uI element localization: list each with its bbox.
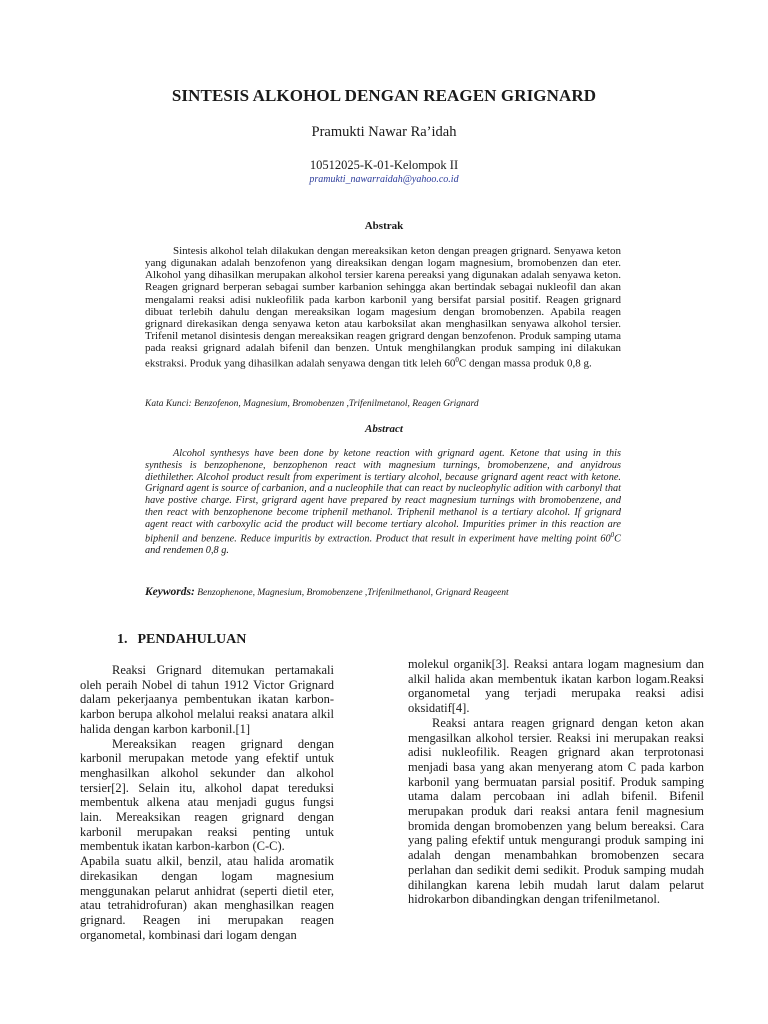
body-paragraph: Reaksi Grignard ditemukan pertamakali oleh peraih Nobel di tahun 1912 Victor Grignard dalam pekerjaanya pembentukan ikatan karbon-karbon berupa alkohol melalui reaksi anatara alkil halida dengan karbon karbonil.[1]	[80, 663, 334, 736]
body-paragraph: Mereaksikan reagen grignard dengan karbonil merupakan metode yang efektif untuk menghasilkan alkohol sekunder dan alkohol tersier[2]. Selain itu, alkohol dapat tereduksi membentuk alkena atau menjadi gugus fungsi lain. Mereaksikan reagen grignard dengan karbonil merupakan reaksi penting untuk membentuk ikatan karbon-karbon (C-C).	[80, 736, 334, 854]
abstract-id-text	[145, 245, 621, 370]
abstract-id-heading: Abstrak	[364, 220, 404, 232]
abstract-id-text-main: Sintesis alkohol telah dilakukan dengan mereaksikan keton dengan preagen grignard. Senyawa keton yang digunakan adalah benzofenon yang direaksikan dengan logam magnesium, bromobenzen dan eter. Alkohol yang dihasilkan merupakan alkohol tersier karena pereaksi yang digunakan adalah senyawa keton. Reagen grignard berperan sebagai sumber karbanion sehingga akan bertindak sebagai nukleofil dan akan mengalami reaksi adisi nukleofilik pada karbon karbonil yang bersifat parsial positif. Reagen grignard dibuat terlebih dahulu dengan mereaksikan logam magesium dengan bromobenzen. Apabila reagen grignard direkasikan denga senyawa keton atau karboksilat akan menghasilkan senyawa alkohol tersier. Trifenil metanol disintesis dengan mereaksikan reagen grigrard dengan benzofenon. Produk samping utama pada reaksi grignard adalah bifenil dan benzen. Untuk menghilangkan produk samping ini dilakukan ekstraksi. Produk yang dihasilkan adalah senyawa dengan titk leleh 60	[145, 245, 621, 371]
keywords-en-label: Keywords:	[145, 586, 195, 598]
abstract-en-text	[145, 448, 621, 557]
body-column-right	[408, 657, 704, 907]
author-affiliation: 10512025-K-01-Kelompok II	[309, 158, 459, 172]
keywords-en-list: Benzophenone, Magnesium, Bromobenzene ,Trifenilmethanol, Grignard Reageent	[194, 588, 509, 598]
keywords-en	[145, 586, 625, 598]
body-paragraph: Reaksi antara reagen grignard dengan keton akan mengasilkan alkohol tersier. Reaksi ini merupakan reaksi adisi nukleofilik. Reagen grignard akan terprotonasi menjadi basa yang akan menyerang atom C pada karbon karbonil yang bermuatan parsial positif. Produk samping utama dalam percobaan ini adlah bifenil. Bifenil merupakan produk dari reaksi antara fenil magnesium bromida dengan bromobenzen yang belum bereaksi. Cara yang paling efektif untuk mengurangi produk samping ini adalah dengan menambahkan bromobenzen secara perlahan dan sedikit demi sedikit. Produk samping mudah dihilangkan karena lebih mudah larut dalam pelarut hidrokarbon dibandingkan dengan trifenilmetanol.	[408, 715, 704, 907]
abstract-en-heading: Abstract	[365, 423, 403, 435]
abstract-id-text-end: C dengan massa produk 0,8 g.	[458, 358, 592, 371]
body-paragraph: molekul organik[3]. Reaksi antara logam magnesium dan alkil halida akan membentuk ikatan karbon logam.Reaksi organometal yang terjadi merupaka reaksi adisi oksidatif[4].	[408, 657, 704, 716]
author-email: pramukti_nawarraidah@yahoo.co.id	[309, 174, 459, 185]
section-number: 1.	[117, 632, 128, 647]
author-name: Pramukti Nawar Ra’idah	[311, 124, 457, 140]
body-paragraph: Apabila suatu alkil, benzil, atau halida aromatik direkasikan dengan logam magnesium menggunakan pelarut anhidrat (seperti dietil eter, atau tetrahidrofuran) akan menghasilkan reagen grignard. Reagen ini merupakan reagen organometal, kombinasi dari logam dengan	[80, 854, 334, 942]
keywords-id: Kata Kunci: Benzofenon, Magnesium, Bromobenzen ,Trifenilmetanol, Reagen Grignard	[145, 399, 479, 409]
abstract-id-degree-sup: 0	[455, 356, 459, 365]
section-title: PENDAHULUAN	[137, 632, 247, 647]
section-heading	[117, 632, 246, 648]
abstract-en-text-main: Alcohol synthesys have been done by ketone reaction with grignard agent. Ketone that using in this synthesis is benzophenone, benzophenon react with magnesium turnings, bromobenzene, and anyidrous diethilether. Alcohol product result from experiment is tertiary alcohol, because grignard agent react with ketone. Grignard agent is source of carbanion, and a nucleophile that can react by nucleophylic adition with carbonyl that have postive charge. First, grigrard agent have prepared by react magnesium turnings with bromobenzene, and then react with benzophenone become triphenil methanol. Triphenil methanol is a tertiary alcohol. If grignard agent react with carboxylic acid the product will become tertiary alcohol. Impurities primer in this reaction are biphenil and benzene. Reduce impuritis by extraction. Product that result in experiment have melting point 60	[145, 448, 621, 545]
abstract-en-degree-sup: 0	[610, 531, 615, 540]
paper-title: SINTESIS ALKOHOL DENGAN REAGEN GRIGNARD	[171, 86, 597, 105]
body-column-left	[80, 663, 334, 942]
abstract-en-text-end: C and rendemen 0,8 g.	[145, 533, 621, 557]
